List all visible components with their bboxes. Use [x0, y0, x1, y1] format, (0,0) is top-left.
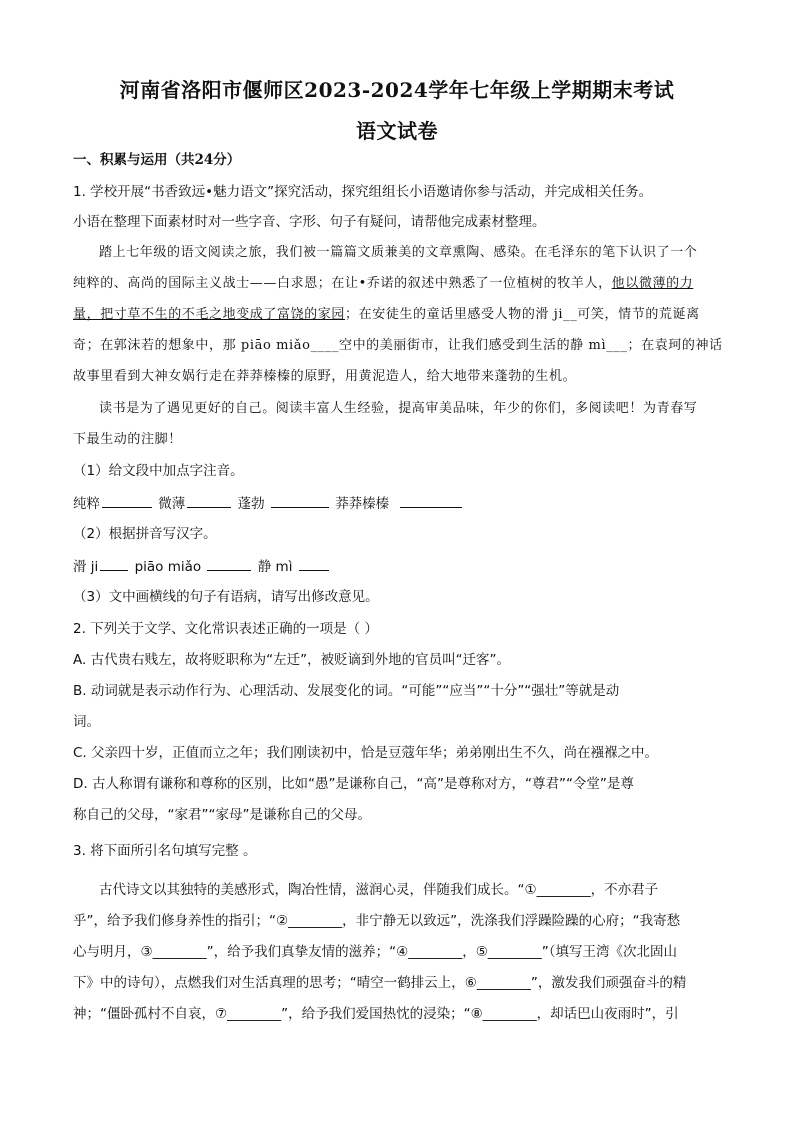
q3-line: 心与明月，③________”，给予我们真挚友情的滋养；“④________，⑤________”（填写王湾《次北固山: [73, 944, 678, 960]
answer-blank[interactable]: [100, 556, 128, 571]
answer-blank[interactable]: [187, 493, 231, 508]
document-title: 河南省洛阳市偃师区2023-2024学年七年级上学期期末考试: [119, 78, 675, 102]
answer-blank[interactable]: [299, 556, 329, 571]
answer-blank[interactable]: [207, 556, 251, 571]
sub-question: （1）给文段中加点字注音。: [73, 463, 244, 479]
q2-stem: 2. 下列关于文学、文化常识表述正确的一项是（ ）: [73, 621, 378, 637]
passage-line: [73, 274, 723, 294]
word-label: 微薄: [158, 496, 186, 512]
q3-line: 神；“僵卧孤村不自哀，⑦________”，给予我们爱国热忱的浸染；“⑧________，却话巴山夜雨时”，引: [73, 1006, 679, 1022]
passage-line: 奇；在郭沫若的想象中，那 piāo miǎo____空中的美丽街市，让我们感受到生活的静 mì___；在袁珂的神话: [73, 338, 723, 353]
section-heading: 一、积累与运用（共24分）: [73, 152, 241, 168]
option-a: A. 古代贵右贱左，故将贬职称为“左迁”，被贬谪到外地的官员叫“迁客”。: [73, 652, 511, 668]
passage-line: 下最生动的注脚！: [73, 432, 182, 447]
underlined-sentence: 量，把寸草不生的不毛之地变成了富饶的家园: [73, 307, 346, 322]
q1-stem: 1. 学校开展“书香致远•魅力语文”探究活动，探究组组长小语邀请你参与活动，并完成相关任务。: [73, 184, 653, 200]
passage-line: 踏上七年级的语文阅读之旅，我们被一篇篇文质兼美的文章熏陶、感染。在毛泽东的笔下认识了一个: [99, 245, 698, 260]
q3-line: 下》中的诗句），点燃我们对生活真理的思考；“晴空一鹤排云上，⑥________”，激发我们顽强奋斗的精: [73, 975, 687, 991]
answer-blank[interactable]: [400, 493, 462, 508]
answer-blank[interactable]: [102, 493, 152, 508]
passage-text: 纯粹的、高尚的国际主义战士——白求恩；在让•乔诺的叙述中熟悉了一位植树的牧羊人，: [73, 276, 612, 291]
word-label: 纯粹: [73, 496, 100, 512]
option-b-cont: 词。: [73, 714, 100, 730]
option-b: B. 动词就是表示动作行为、心理活动、发展变化的词。“可能”“应当”“十分”“强壮”等就是动: [73, 683, 620, 699]
option-d: D. 古人称谓有谦称和尊称的区别，比如“愚”是谦称自己，“高”是尊称对方，“尊君”“令堂”是尊: [73, 776, 634, 792]
answer-row: [73, 493, 723, 514]
q3-line: 古代诗文以其独特的美感形式，陶冶性情，滋润心灵，伴随我们成长。“①________，不亦君子: [99, 882, 659, 898]
q1-intro: 小语在整理下面素材时对一些字音、字形、句子有疑问，请帮他完成素材整理。: [73, 214, 546, 230]
pinyin-label: piāo miǎo: [134, 559, 202, 575]
word-label: 莽莽榛榛: [335, 496, 390, 512]
answer-row: [73, 556, 723, 577]
sub-question: （2）根据拼音写汉字。: [73, 526, 217, 542]
passage-line: 读书是为了遇见更好的自己。阅读丰富人生经验，提高审美品味，年少的你们，多阅读吧！为青春写: [99, 401, 698, 416]
passage-text: ；在安徒生的童话里感受人物的滑 ji__可笑，情节的荒诞离: [345, 307, 700, 322]
option-c: C. 父亲四十岁，正值而立之年；我们刚读初中，恰是豆蔻年华；弟弟刚出生不久，尚在襁褓之中。: [73, 745, 659, 761]
answer-blank[interactable]: [271, 493, 329, 508]
passage-line: 故事里看到大神女娲行走在莽莽榛榛的原野，用黄泥造人，给大地带来蓬勃的生机。: [73, 369, 577, 384]
pinyin-label: 滑 ji: [73, 559, 99, 575]
word-label: 蓬勃: [237, 496, 265, 512]
underlined-sentence: 他以微薄的力: [611, 276, 694, 291]
q3-line: 乎”，给予我们修身养性的指引；“②________，非宁静无以致远”，洗涤我们浮躁险躁的心府；“我寄愁: [73, 913, 681, 929]
sub-question: （3）文中画横线的句子有语病，请写出修改意见。: [73, 589, 379, 605]
option-d-cont: 称自己的父母，“家君”“家母”是谦称自己的父母。: [73, 807, 371, 823]
document-subtitle: 语文试卷: [356, 119, 438, 143]
q3-stem: 3. 将下面所引名句填写完整 。: [73, 843, 257, 859]
pinyin-label: 静 mì: [257, 559, 293, 575]
passage-line: [73, 305, 723, 325]
